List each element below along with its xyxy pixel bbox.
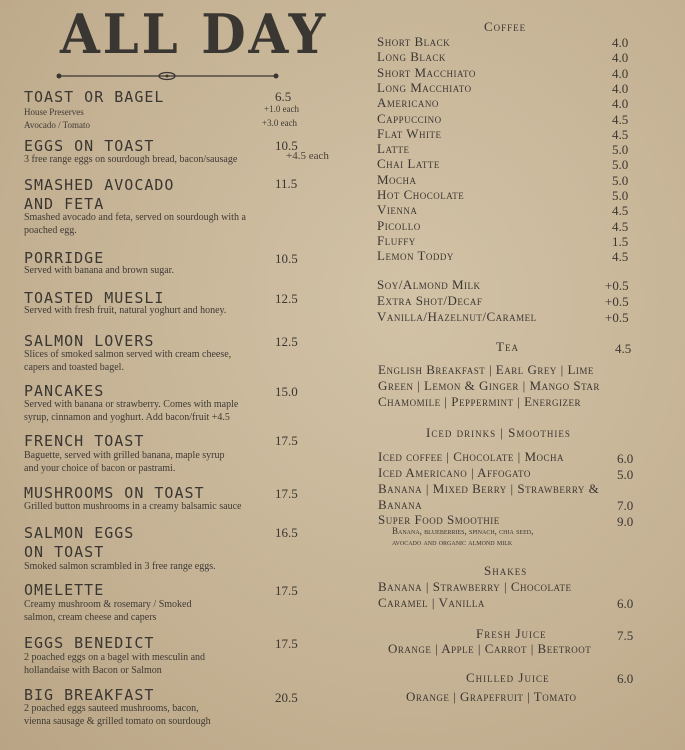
shakes-price: 6.0 xyxy=(617,596,634,611)
menu-item-desc: 2 poached eggs on a bagel with mesculin and xyxy=(24,652,206,663)
menu-item-desc: Creamy mushroom & rosemary / Smoked xyxy=(24,599,192,610)
section-heading-coffee: Coffee xyxy=(484,19,527,34)
drink-name: Vienna xyxy=(377,202,418,218)
tea-price: 4.5 xyxy=(615,341,632,356)
menu-item-price: 17.5 xyxy=(275,583,298,598)
iced-line: Banana xyxy=(378,497,423,512)
menu-item-name: SALMON EGGS xyxy=(24,524,135,542)
menu-item-price: 10.5 xyxy=(275,138,298,153)
drink-name: Chai Latte xyxy=(377,156,440,172)
section-heading-fresh-juice: Fresh Juice xyxy=(476,626,547,641)
title-divider xyxy=(55,70,280,82)
shakes-line: Caramel | Vanilla xyxy=(378,595,485,610)
section-heading-tea: Tea xyxy=(496,339,519,354)
tea-line: English Breakfast | Earl Grey | Lime xyxy=(378,362,594,377)
iced-price: 5.0 xyxy=(617,467,634,482)
drink-price: 5.0 xyxy=(612,157,629,173)
drink-name: Hot Chocolate xyxy=(377,187,465,202)
menu-item-sub: Avocado / Tomato xyxy=(24,120,91,130)
juice-line: Orange | Apple | Carrot | Beetroot xyxy=(388,641,592,656)
tea-line: Green | Lemon & Ginger | Mango Star xyxy=(378,378,600,393)
tea-line: Chamomile | Peppermint | Energizer xyxy=(378,394,582,409)
menu-item-desc: Grilled button mushrooms in a creamy balsamic sauce xyxy=(24,501,242,512)
drink-price: 5.0 xyxy=(612,188,629,203)
drink-name: Latte xyxy=(377,141,410,157)
drink-name: Extra Shot/Decaf xyxy=(377,293,483,308)
drink-price: +0.5 xyxy=(605,278,629,293)
menu-item-desc: 3 free range eggs on sourdough bread, bacon/sausage xyxy=(24,154,238,165)
menu-item-name: TOASTED MUESLI xyxy=(24,289,165,307)
menu-item-desc: Served with banana or strawberry. Comes with maple xyxy=(24,399,239,410)
iced-price: 6.0 xyxy=(617,451,634,466)
menu-item-extra: +3.0 each xyxy=(262,118,298,128)
drink-price: 4.0 xyxy=(612,50,629,66)
drink-name: Short Black xyxy=(377,34,451,49)
drink-name: Fluffy xyxy=(377,232,416,248)
drink-price: +0.5 xyxy=(605,310,629,325)
chilled-price: 6.0 xyxy=(617,671,634,686)
drink-price: 5.0 xyxy=(612,172,629,188)
juice-price: 7.5 xyxy=(617,628,634,643)
menu-item-price: 6.5 xyxy=(275,89,292,104)
iced-price: 7.0 xyxy=(617,498,634,513)
iced-line: Banana | Mixed Berry | Strawberry & xyxy=(378,481,600,496)
section-heading-iced: Iced drinks | Smoothies xyxy=(426,425,571,440)
iced-price: 9.0 xyxy=(617,514,634,529)
drink-price: 1.5 xyxy=(612,233,629,249)
menu-item-price: 15.0 xyxy=(275,384,298,399)
menu-item-name: SALMON LOVERS xyxy=(24,332,155,350)
menu-item-desc: syrup, cinnamon and yoghurt. Add bacon/fruit +4.5 xyxy=(24,412,230,423)
menu-item-price: 17.5 xyxy=(275,486,298,501)
menu-item-desc: Slices of smoked salmon served with cream cheese, xyxy=(24,349,232,360)
menu-item-name: FRENCH TOAST xyxy=(24,432,145,450)
menu-item-name: TOAST OR BAGEL xyxy=(24,88,165,106)
menu-item-desc: Smoked salmon scrambled in 3 free range eggs. xyxy=(24,561,216,572)
menu-item-desc: 2 poached eggs sauteed mushrooms, bacon, xyxy=(24,703,199,714)
page-title: ALL DAY xyxy=(60,2,329,66)
drink-name: Long Black xyxy=(377,49,446,65)
drink-price: 5.0 xyxy=(612,142,629,158)
menu-item-desc: vienna sausage & grilled tomato on sourdough xyxy=(24,716,211,727)
menu-item-name: AND FETA xyxy=(24,195,105,213)
menu-item-name: MUSHROOMS ON TOAST xyxy=(24,484,205,502)
drink-price: 4.5 xyxy=(612,203,629,219)
drink-price: 4.0 xyxy=(612,35,629,50)
drink-price: 4.5 xyxy=(612,126,629,142)
menu-item-extra: +1.0 each xyxy=(264,104,300,114)
shakes-line: Banana | Strawberry | Chocolate xyxy=(378,579,572,594)
drink-price: 4.0 xyxy=(612,96,629,112)
drink-name: Mocha xyxy=(377,171,417,187)
drink-name: Picollo xyxy=(377,217,421,233)
menu-item-price: 11.5 xyxy=(275,176,298,191)
menu-item-desc: capers and toasted bagel. xyxy=(24,362,124,373)
drink-price: +0.5 xyxy=(605,294,629,309)
smoothie-desc: Banana, blueberries, spinach, chia seed, xyxy=(392,526,534,536)
menu-item-desc: Baguette, served with grilled banana, maple syrup xyxy=(24,450,225,461)
drink-name: Vanilla/Hazelnut/Caramel xyxy=(377,309,537,324)
menu-item-desc: Served with fresh fruit, natural yoghurt and honey. xyxy=(24,305,227,316)
menu-item-price: 12.5 xyxy=(275,334,298,349)
drink-name: Cappuccino xyxy=(377,110,442,126)
drink-price: 4.5 xyxy=(612,111,629,127)
drink-name: Soy/Almond Milk xyxy=(377,277,481,292)
menu-item-desc: and your choice of bacon or pastrami. xyxy=(24,463,176,474)
handwritten-note: +4.5 each xyxy=(286,150,329,162)
drink-name: Americano xyxy=(377,95,439,111)
menu-item-price: 17.5 xyxy=(275,433,298,448)
menu-item-desc: poached egg. xyxy=(24,225,77,236)
menu-item-name: EGGS BENEDICT xyxy=(24,634,155,652)
menu-item-price: 10.5 xyxy=(275,251,298,266)
smoothie-desc: avocado and organic almond milk xyxy=(392,537,513,547)
menu-item-name: PANCAKES xyxy=(24,382,105,400)
menu-item-desc: Smashed avocado and feta, served on sourdough with a xyxy=(24,212,246,223)
section-heading-shakes: Shakes xyxy=(484,563,528,578)
menu-item-name: ON TOAST xyxy=(24,543,105,561)
menu-item-price: 12.5 xyxy=(275,291,298,306)
drink-price: 4.5 xyxy=(612,249,629,265)
menu-item-name: EGGS ON TOAST xyxy=(24,137,155,155)
chilled-line: Orange | Grapefruit | Tomato xyxy=(406,689,577,704)
menu-item-price: 20.5 xyxy=(275,690,298,705)
menu-item-desc: salmon, cream cheese and capers xyxy=(24,612,157,623)
drink-price: 4.0 xyxy=(612,80,629,96)
drink-name: Short Macchiato xyxy=(377,64,476,80)
menu-item-desc: Served with banana and brown sugar. xyxy=(24,265,174,276)
menu-item-name: PORRIDGE xyxy=(24,249,105,267)
drink-name: Lemon Toddy xyxy=(377,248,454,264)
menu-item-name: SMASHED AVOCADO xyxy=(24,176,175,194)
menu-item-name: BIG BREAKFAST xyxy=(24,686,155,704)
menu-item-price: 16.5 xyxy=(275,525,298,540)
drink-price: 4.5 xyxy=(612,218,629,234)
drink-name: Flat White xyxy=(377,125,442,141)
menu-item-price: 17.5 xyxy=(275,636,298,651)
drink-price: 4.0 xyxy=(612,65,629,81)
iced-line: Iced Americano | Affogato xyxy=(378,465,531,480)
menu-item-sub: House Preserves xyxy=(24,107,84,117)
iced-line: Super Food Smoothie xyxy=(378,512,500,527)
menu-item-name: OMELETTE xyxy=(24,581,105,599)
menu-item-desc: hollandaise with Bacon or Salmon xyxy=(24,665,162,676)
iced-line: Iced coffee | Chocolate | Mocha xyxy=(378,449,565,464)
drink-name: Long Macchiato xyxy=(377,79,472,95)
section-heading-chilled-juice: Chilled Juice xyxy=(466,670,550,685)
